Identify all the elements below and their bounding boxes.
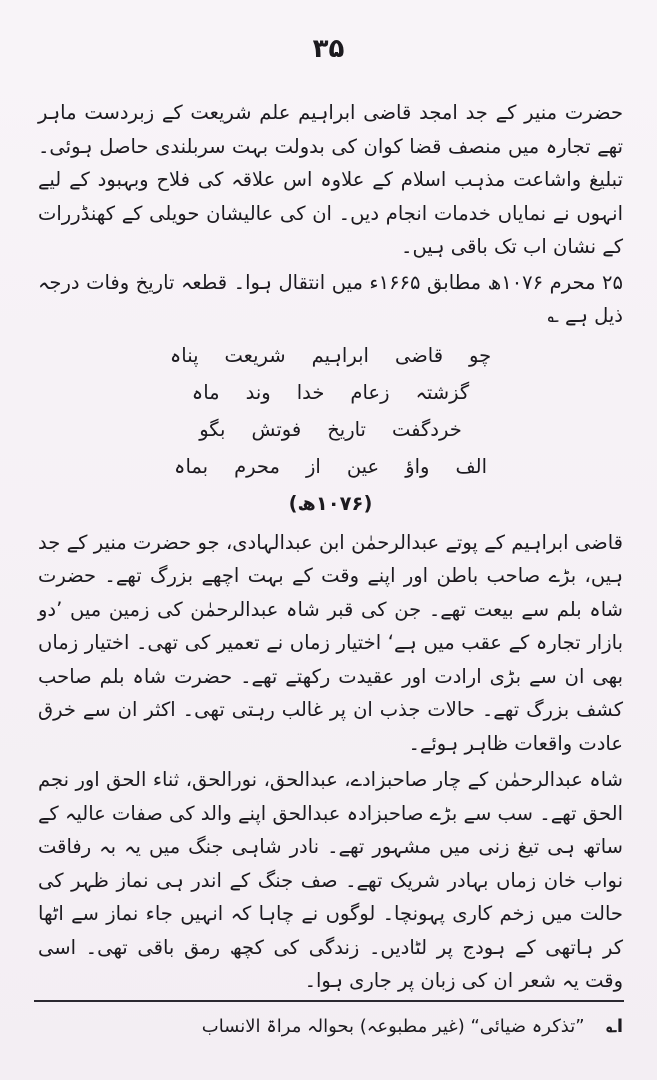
verse-word: چو [469, 343, 492, 367]
verse-word: ماہ [191, 380, 220, 404]
verse-word: زعام [350, 380, 390, 404]
paragraph: ۲۵ محرم ۱۰۷۶ھ مطابق ۱۶۶۵ء میں انتقال ہوا۔ قطعہ تاریخ وفات درجہ ذیل ہے ؎ [38, 270, 623, 327]
verse-word: قاضی [394, 343, 444, 367]
verse-word: خردگفت [392, 417, 462, 441]
verse-line [38, 374, 623, 411]
verse-word: محرم [234, 454, 280, 478]
footnote-text: ”تذکرہ ضیائی“ (غیر مطبوعہ) بحوالہ مراۃ الانساب [201, 1016, 585, 1037]
verse-word: شریعت [224, 343, 286, 367]
paragraph: قاضی ابراہیم کے پوتے عبدالرحمٰن ابن عبدالہادی، جو حضرت منیر کے جد ہیں، بڑے صاحب باطن اور اپنے وقت کے بہت اچھے بزرگ تھے۔ حضرت شاہ بلم سے بیعت تھے۔ جن کی قبر شاہ عبدالرحمٰن کی زمین میں ’دو بازار تجارہ کے عقب میں ہے‘ اختیار زماں نے تعمیر کی تھی۔ اختیار زماں بھی ان سے بڑی ارادت اور عقیدت رکھتے تھے۔ حضرت شاہ بلم صاحب کشف بزرگ تھے۔ حالات جذب ان پر غالب رہتی تھی۔ اکثر ان سے خرق عادت واقعات ظاہر ہوئے۔ [38, 530, 623, 755]
verse-word: از [305, 454, 321, 478]
chronogram-verse [38, 337, 623, 523]
verse-word: پناہ [169, 343, 199, 367]
footnote-mark: ا؎ [606, 1016, 623, 1037]
footnote [33, 1012, 623, 1042]
verse-word: فوتش [251, 417, 302, 441]
verse-word: وند [245, 380, 271, 404]
verse-word: خدا [296, 380, 325, 404]
footnote-divider [34, 1000, 624, 1002]
paragraph: حضرت منیر کے جد امجد قاضی ابراہیم علم شریعت کے زبردست ماہر تھے تجارہ میں منصف قضا کوان کی بدولت بہت سربلندی حاصل ہوئی۔ تبلیغ واشاعت مذہب اسلام کے علاوہ اس علاقہ کی فلاح وبہبود کے لیے انہوں نے نمایاں خدمات انجام دیں۔ ان کی عالیشان حویلی کے کھنڈررات کے نشان اب تک باقی ہیں۔ [38, 101, 623, 258]
verse-word: بماہ [174, 454, 209, 478]
verse-word: بگو [199, 417, 226, 441]
page-number: ۳۵ [312, 34, 345, 64]
verse-word: ابراہیم [311, 343, 369, 367]
verse-word: گزشتہ [415, 380, 470, 404]
page-body [38, 96, 623, 998]
verse-word: تاریخ [327, 417, 366, 441]
verse-line [38, 337, 623, 374]
verse-word: عین [346, 454, 380, 478]
verse-word: الف [455, 454, 487, 478]
verse-word: واؤ [405, 454, 430, 478]
verse-line [38, 448, 623, 485]
verse-line [38, 411, 623, 448]
paragraph: شاہ عبدالرحمٰن کے چار صاحبزادے، عبدالحق، نورالحق، ثناء الحق اور نجم الحق تھے۔ سب سے بڑے صاحبزادہ عبدالحق اپنے والد کی صفات عالیہ کے ساتھ ہی تیغ زنی میں مشہور تھے۔ نادر شاہی جنگ میں یہ بہ رفاقت نواب خان زماں بہادر شریک تھے۔ صف جنگ کے اندر ہی نماز ظہر کی حالت میں زخم کاری پہونچا۔ لوگوں نے چاہا کہ انہیں جاء نماز سے اٹھا کر ہاتھی کے ہودج پر لٹادیں۔ زندگی کی کچھ رمق باقی تھی۔ اسی وقت یہ شعر ان کی زبان پر جاری ہوا۔ [38, 768, 623, 992]
verse-year: (۱۰۷۶ھ) [288, 491, 373, 515]
